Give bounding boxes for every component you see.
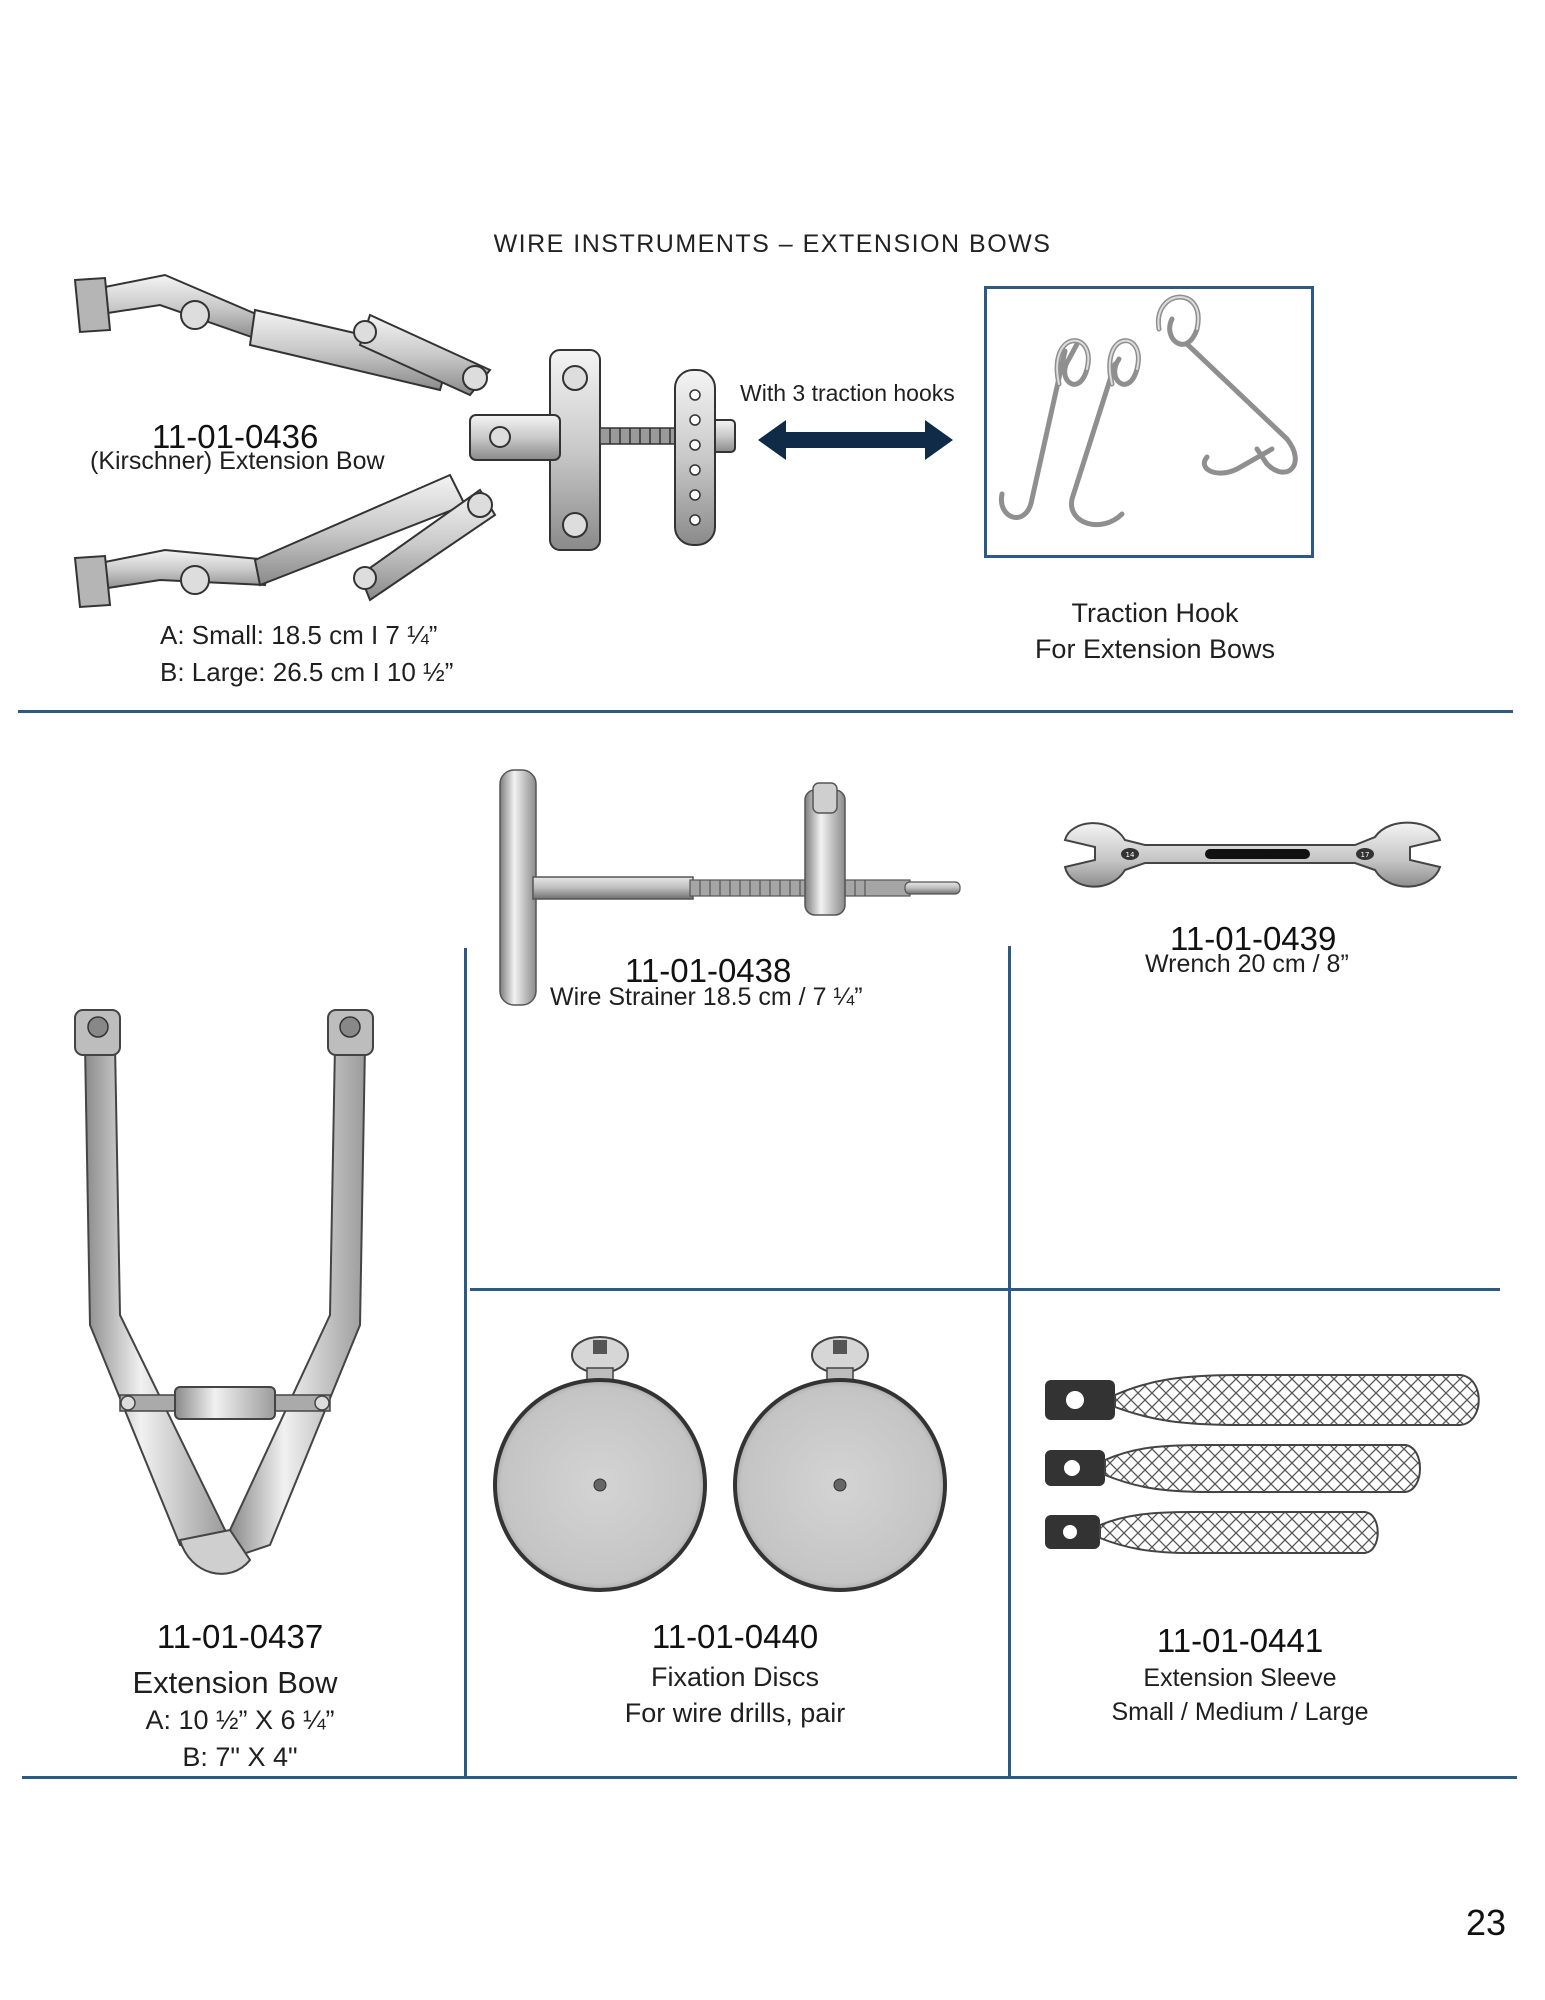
kirschner-bow-code: 11-01-0436	[152, 418, 319, 455]
fixation-discs-code: 11-01-0440	[651, 1618, 819, 1655]
kirschner-bow-size-a: A: Small: 18.5 cm I 7 ¼”	[160, 620, 438, 650]
fixation-discs-note: For wire drills, pair	[624, 1698, 846, 1728]
page-title: WIRE INSTRUMENTS – EXTENSION BOWS	[493, 230, 1052, 258]
section-divider-bottom	[22, 1776, 1517, 1779]
grid-vertical-right	[1008, 946, 1011, 1776]
section-divider-top	[18, 710, 1513, 713]
traction-hook-line1: Traction Hook	[1071, 598, 1239, 628]
extension-bow-name: Extension Bow	[132, 1665, 338, 1700]
wrench-marking-left: 14	[1125, 851, 1135, 859]
extension-sleeve-code: 11-01-0441	[1156, 1622, 1324, 1659]
extension-sleeve-sizes: Small / Medium / Large	[1111, 1698, 1369, 1726]
extension-bow-code: 11-01-0437	[156, 1618, 324, 1655]
kirschner-bow-size-b: B: Large: 26.5 cm I 10 ½”	[160, 657, 454, 687]
page-number: 23	[1466, 1902, 1507, 1943]
fixation-discs-name: Fixation Discs	[650, 1662, 820, 1692]
grid-vertical-left	[464, 948, 467, 1776]
wrench-illustration	[1055, 815, 1445, 895]
grid-horizontal-middle	[470, 1288, 1500, 1291]
wrench-marking-right: 17	[1360, 851, 1370, 859]
extension-bow-size-b: B: 7" X 4"	[182, 1742, 298, 1772]
extension-bow-illustration	[60, 985, 390, 1605]
wire-strainer-name: Wire Strainer 18.5 cm / 7 ¼”	[550, 983, 863, 1011]
extension-sleeve-name: Extension Sleeve	[1143, 1664, 1337, 1692]
extension-bow-size-a: A: 10 ½” X 6 ¼”	[145, 1705, 335, 1735]
kirschner-bow-name: (Kirschner) Extension Bow	[90, 447, 385, 475]
traction-hook-illustration	[987, 289, 1311, 555]
double-arrow-icon	[758, 418, 953, 462]
traction-hook-frame	[984, 286, 1314, 558]
fixation-discs-illustration	[495, 1320, 965, 1600]
wrench-code: 11-01-0439	[1170, 920, 1337, 957]
extension-sleeve-illustration	[1040, 1365, 1490, 1565]
traction-hook-line2: For Extension Bows	[1034, 634, 1276, 664]
wrench-name: Wrench 20 cm / 8”	[1145, 950, 1349, 978]
wire-strainer-code: 11-01-0438	[625, 952, 792, 989]
traction-hooks-note: With 3 traction hooks	[740, 380, 955, 406]
